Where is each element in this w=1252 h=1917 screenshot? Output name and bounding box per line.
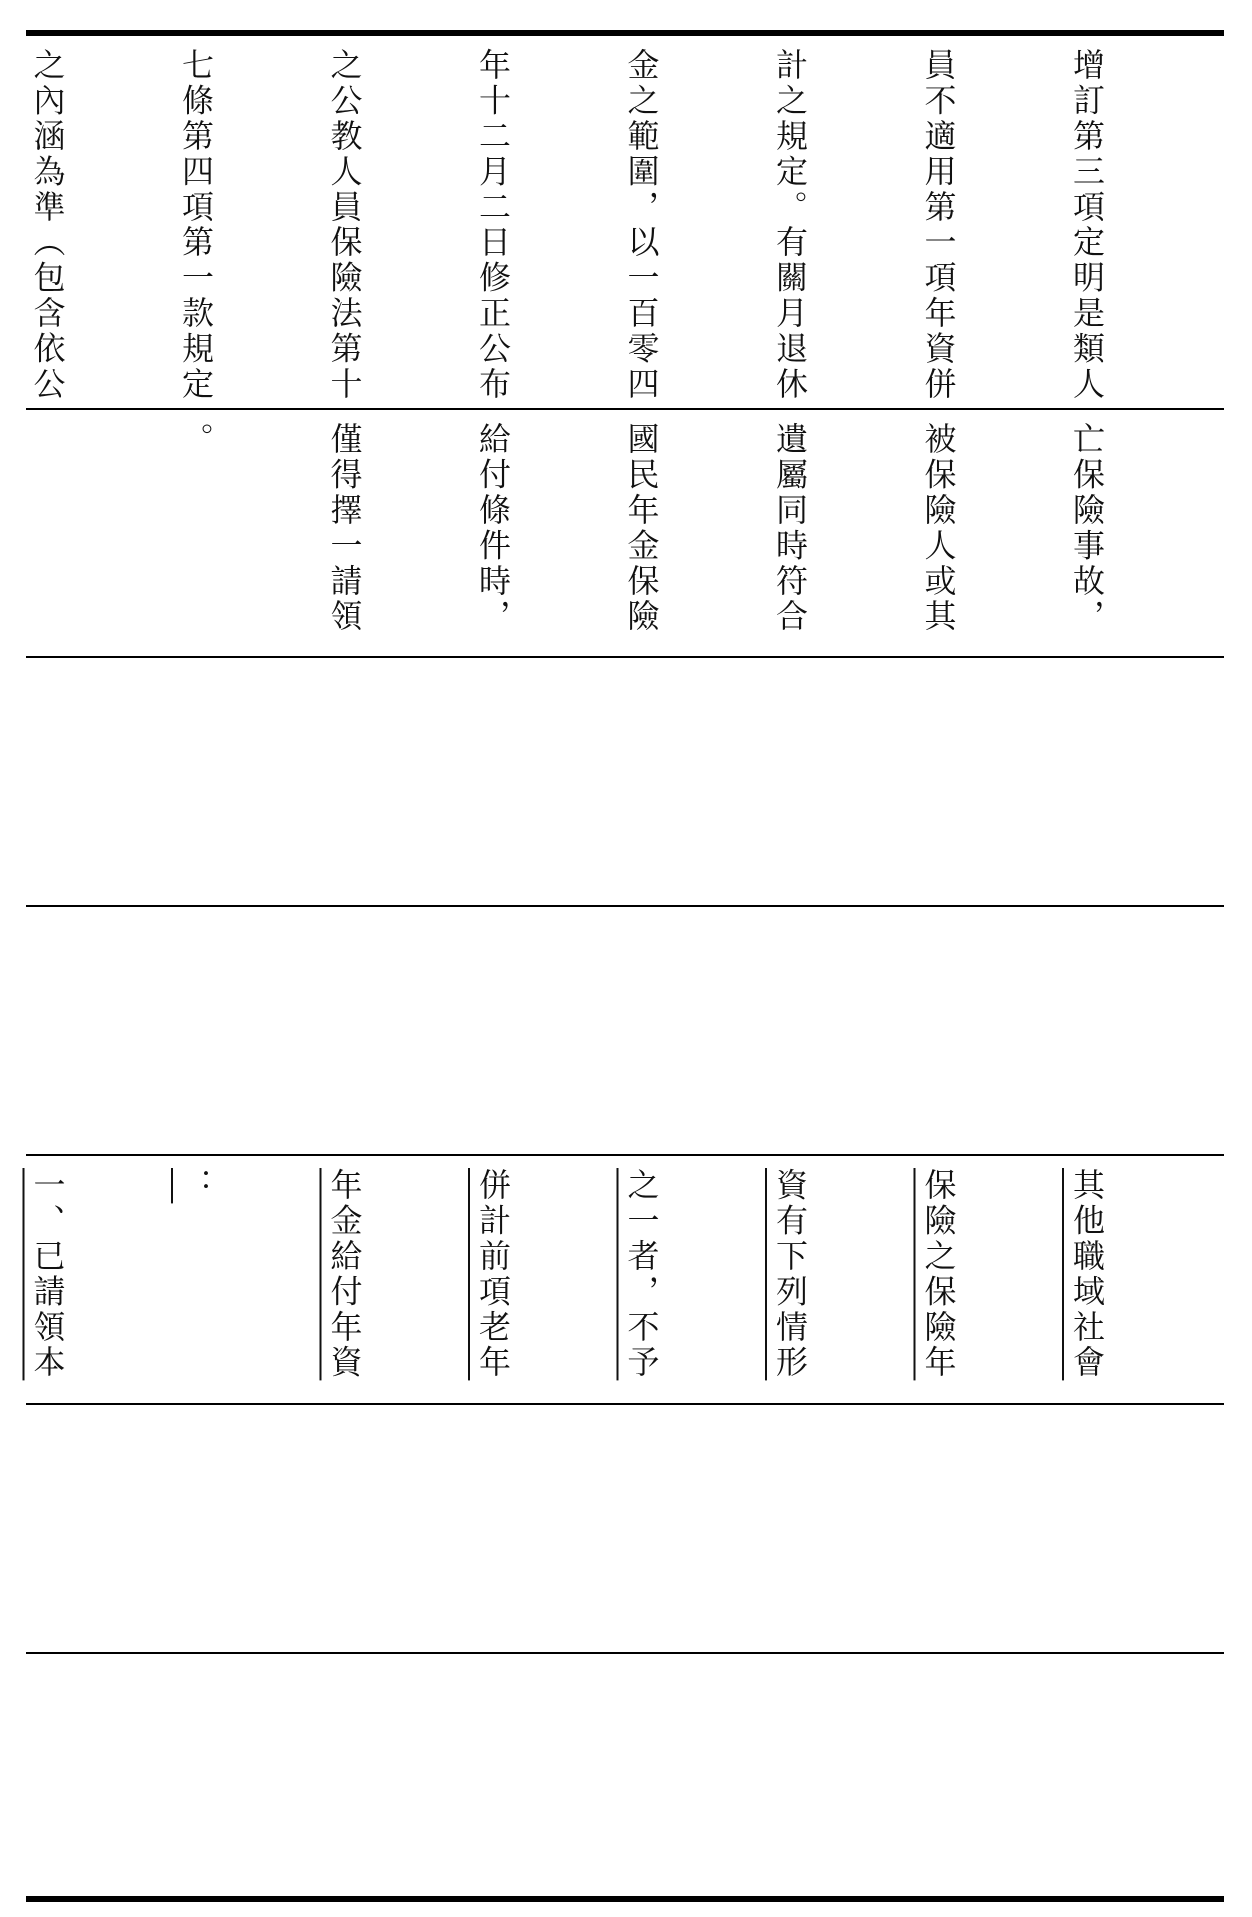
text-line: 僅得擇一請領 (325, 422, 364, 635)
text-line: 計之規定。有關月退休 (771, 48, 809, 402)
table-row-current-provision (30, 410, 1220, 656)
table-row-explanation (30, 36, 1220, 408)
amended-provision-text (30, 1168, 1220, 1403)
text-line: 資有下列情形 (771, 1168, 809, 1381)
text-line: 。 (177, 422, 215, 458)
text-line: 年十二月二日修正公布 (474, 48, 512, 402)
text-line: 之內涵為準（包含依公 (28, 48, 67, 402)
text-line: 之公教人員保險法第十 (325, 48, 364, 402)
text-line: 增訂第三項定明是類人 (1068, 48, 1106, 402)
text-line: 國民年金保險 (622, 422, 661, 635)
table-row-empty (30, 907, 1220, 1154)
table-row-empty (30, 1405, 1220, 1652)
text-line: 保險之保險年 (919, 1168, 958, 1381)
text-line: 員不適用第一項年資併 (919, 48, 958, 402)
text-line: 金之範圍，以一百零四 (622, 48, 661, 402)
table-row-amended-provision (30, 1156, 1220, 1403)
text-line: 年金給付年資 (325, 1168, 364, 1381)
text-line: 給付條件時， (474, 422, 512, 635)
text-line: 亡保險事故， (1068, 422, 1106, 635)
current-provision-text (30, 422, 1220, 656)
text-line: ： (177, 1168, 215, 1204)
text-line: 之一者，不予 (622, 1168, 661, 1381)
explanation-text (30, 48, 1220, 408)
text-line: 被保險人或其 (919, 422, 958, 635)
text-line: 一、已請領本 (28, 1168, 67, 1381)
table-row-empty (30, 1654, 1220, 1896)
text-line: 遺屬同時符合 (771, 422, 809, 635)
table-bottom-rule (26, 1896, 1224, 1902)
table-row-empty (30, 658, 1220, 905)
text-line: 其他職域社會 (1068, 1168, 1106, 1381)
text-line: 併計前項老年 (474, 1168, 512, 1381)
text-line: 七條第四項第一款規定 (177, 48, 215, 402)
